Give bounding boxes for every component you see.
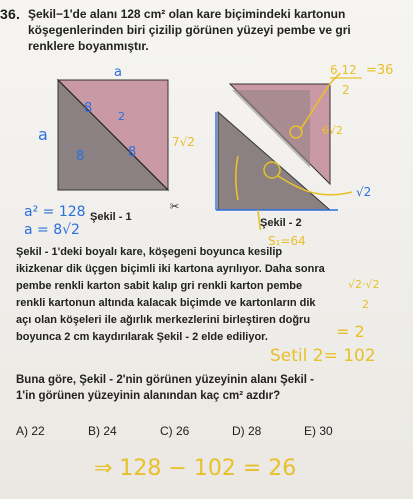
hand-setil: Setil 2= 102 [270,346,376,366]
body-line-3: pembe renkli karton sabit kalıp gri renkli karton pembe [16,280,303,292]
hand-two: 2 [118,110,125,123]
answer-choices [16,424,376,438]
body-text [16,244,376,346]
figure-1-label: Şekil - 1 [90,211,132,223]
body-line-1: Şekil - 1'deki boyalı kare, köşegeni boyunca kesilip [16,246,283,258]
body-line-4: renkli kartonun altında kalacak biçimde ve kartonların dik [16,297,316,309]
question-line-1: Şekil−1'de alanı 128 cm² olan kare biçimindeki kartonun [28,7,346,21]
question-line-2: köşegenlerinden biri çizilip görünen yüzeyi pembe ve gri [28,23,351,37]
figures-area [0,60,413,230]
hand-s1: S₁=64 [268,234,306,248]
hand-a-top: a [114,65,122,80]
hand-a-left: a [38,125,48,144]
hand-frac-right: √2·√2 [348,278,380,291]
choice-d[interactable]: D) 28 [232,424,262,438]
hand-a-squared: a² = 128 [24,204,86,220]
hand-eight-a: 8 [84,101,93,116]
body-line-2: ikizkenar dik üçgen biçimli iki kartona ayrılıyor. Daha sonra [16,263,325,275]
figure-1 [58,80,179,213]
ask-line-2: 1'in görünen yüzeyinin alanından kaç cm² azdır? [16,390,281,402]
question-intro [28,6,383,54]
scissors-icon: ✂ [170,200,180,213]
hand-a-value: a = 8√2 [24,222,80,238]
hand-eq2: = 2 [336,322,365,341]
hand-eight-b: 8 [76,149,85,164]
figure-2-label: Şekil - 2 [260,217,302,229]
hand-six-root2: 6√2 [322,124,344,137]
body-line-6: boyunca 2 cm kaydırılarak Şekil - 2 elde ediliyor. [16,331,268,343]
figure-2 [216,74,352,230]
choice-b[interactable]: B) 24 [88,424,117,438]
hand-seven-root2: 7√2 [172,135,195,149]
choice-e[interactable]: E) 30 [304,424,333,438]
question-ask [16,372,376,404]
question-number: 36. [0,6,21,22]
hand-top-frac-den: 2 [342,83,350,97]
hand-root2-right: √2 [356,185,372,199]
hand-top-frac-num: 6.12 [330,63,357,77]
question-line-3: renklere boyanmıştır. [28,39,149,53]
hand-frac-den: 2 [362,298,369,311]
choice-a[interactable]: A) 22 [16,424,45,438]
hand-eight-c: 8 [128,145,137,160]
hand-final-answer: ⇒ 128 − 102 = 26 [94,456,297,481]
choice-c[interactable]: C) 26 [160,424,190,438]
body-line-5: açı olan köşeleri ile ağırlık merkezlerini birleştiren doğru [16,314,311,326]
hand-eq36: =36 [366,63,394,78]
ask-line-1: Buna göre, Şekil - 2'nin görünen yüzeyinin alanı Şekil - [16,374,314,386]
